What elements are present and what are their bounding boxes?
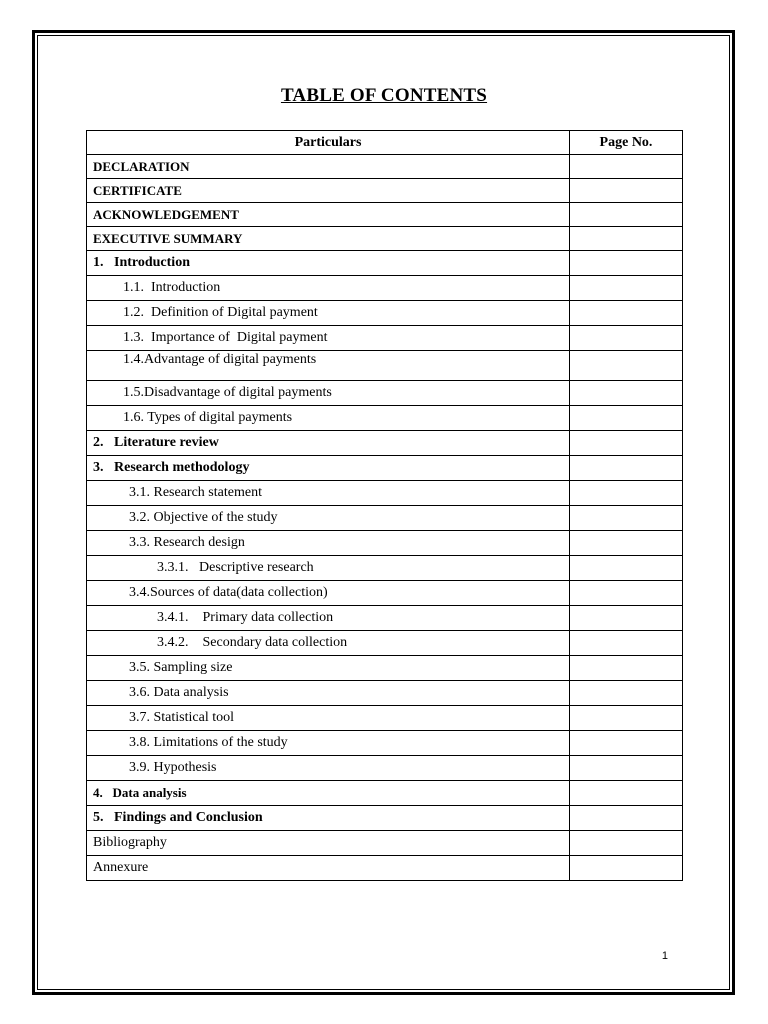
table-row — [87, 606, 683, 631]
table-row — [87, 351, 683, 381]
column-header-particulars: Particulars — [87, 131, 570, 155]
toc-entry: 1. Introduction — [87, 251, 570, 276]
toc-page-cell — [570, 276, 683, 301]
toc-page-cell — [570, 681, 683, 706]
toc-page-cell — [570, 856, 683, 881]
table-row — [87, 203, 683, 227]
table-row — [87, 856, 683, 881]
toc-entry: 3.3.1. Descriptive research — [87, 556, 570, 581]
toc-entry: 3.4.2. Secondary data collection — [87, 631, 570, 656]
toc-entry: ACKNOWLEDGEMENT — [87, 203, 570, 227]
toc-entry: Bibliography — [87, 831, 570, 856]
toc-page-cell — [570, 706, 683, 731]
toc-entry: 3.2. Objective of the study — [87, 506, 570, 531]
toc-page-cell — [570, 155, 683, 179]
table-row — [87, 706, 683, 731]
table-row — [87, 631, 683, 656]
table-row — [87, 656, 683, 681]
toc-page-cell — [570, 831, 683, 856]
toc-page-cell — [570, 531, 683, 556]
page-title: TABLE OF CONTENTS — [280, 85, 488, 106]
toc-page-cell — [570, 581, 683, 606]
toc-entry: CERTIFICATE — [87, 179, 570, 203]
toc-entry: DECLARATION — [87, 155, 570, 179]
table-row — [87, 227, 683, 251]
table-row — [87, 456, 683, 481]
toc-entry: 3. Research methodology — [87, 456, 570, 481]
column-header-page-no: Page No. — [570, 131, 683, 155]
toc-entry: 1.2. Definition of Digital payment — [87, 301, 570, 326]
toc-entry: 3.4.1. Primary data collection — [87, 606, 570, 631]
toc-page-cell — [570, 556, 683, 581]
toc-entry: 1.4.Advantage of digital payments — [87, 351, 570, 381]
table-row — [87, 251, 683, 276]
table-row — [87, 406, 683, 431]
table-row — [87, 806, 683, 831]
toc-entry: 3.9. Hypothesis — [87, 756, 570, 781]
page-number: 1 — [661, 950, 668, 962]
toc-entry: 3.7. Statistical tool — [87, 706, 570, 731]
table-row — [87, 781, 683, 806]
toc-page-cell — [570, 731, 683, 756]
table-row — [87, 431, 683, 456]
toc-page-cell — [570, 326, 683, 351]
table-row — [87, 301, 683, 326]
toc-page-cell — [570, 251, 683, 276]
table-row — [87, 556, 683, 581]
toc-entry: 5. Findings and Conclusion — [87, 806, 570, 831]
toc-page-cell — [570, 381, 683, 406]
toc-page-cell — [570, 301, 683, 326]
table-row — [87, 581, 683, 606]
toc-entry: Annexure — [87, 856, 570, 881]
table-header-row — [87, 131, 683, 155]
toc-entry: 3.5. Sampling size — [87, 656, 570, 681]
table-row — [87, 756, 683, 781]
table-row — [87, 276, 683, 301]
toc-page-cell — [570, 781, 683, 806]
toc-entry: 3.4.Sources of data(data collection) — [87, 581, 570, 606]
table-row — [87, 179, 683, 203]
toc-entry: 4. Data analysis — [87, 781, 570, 806]
table-row — [87, 381, 683, 406]
toc-page-cell — [570, 456, 683, 481]
toc-entry: 2. Literature review — [87, 431, 570, 456]
table-row — [87, 681, 683, 706]
table-row — [87, 831, 683, 856]
toc-page-cell — [570, 406, 683, 431]
table-row — [87, 155, 683, 179]
toc-entry: EXECUTIVE SUMMARY — [87, 227, 570, 251]
table-row — [87, 481, 683, 506]
toc-page-cell — [570, 806, 683, 831]
toc-page-cell — [570, 203, 683, 227]
toc-page-cell — [570, 431, 683, 456]
toc-entry: 1.5.Disadvantage of digital payments — [87, 381, 570, 406]
toc-page-cell — [570, 481, 683, 506]
toc-entry: 1.1. Introduction — [87, 276, 570, 301]
toc-entry: 1.6. Types of digital payments — [87, 406, 570, 431]
toc-table — [86, 130, 683, 881]
toc-page-cell — [570, 179, 683, 203]
toc-page-cell — [570, 606, 683, 631]
toc-page-cell — [570, 351, 683, 381]
table-row — [87, 531, 683, 556]
toc-entry: 3.1. Research statement — [87, 481, 570, 506]
table-row — [87, 506, 683, 531]
toc-entry: 3.6. Data analysis — [87, 681, 570, 706]
toc-page-cell — [570, 506, 683, 531]
toc-entry: 1.3. Importance of Digital payment — [87, 326, 570, 351]
toc-entry: 3.3. Research design — [87, 531, 570, 556]
toc-page-cell — [570, 756, 683, 781]
table-row — [87, 731, 683, 756]
toc-page-cell — [570, 631, 683, 656]
table-row — [87, 326, 683, 351]
toc-entry: 3.8. Limitations of the study — [87, 731, 570, 756]
toc-page-cell — [570, 227, 683, 251]
toc-page-cell — [570, 656, 683, 681]
